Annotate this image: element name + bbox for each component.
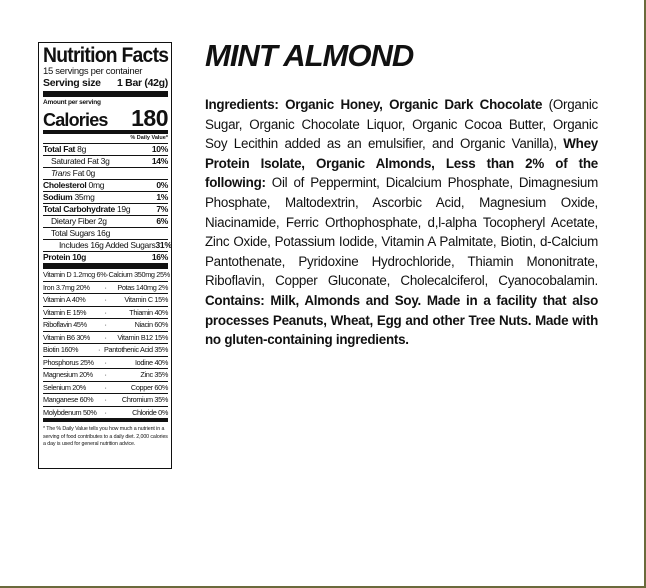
- nutrition-facts-title: Nutrition Facts: [43, 44, 169, 67]
- nutrition-facts-panel: [38, 42, 172, 469]
- nutrient-dv: 1%: [156, 192, 168, 202]
- serving-size-row: [43, 77, 168, 97]
- micronutrient-separator: ·: [104, 320, 107, 329]
- micronutrient-left: Biotin 160%: [43, 345, 79, 354]
- ingredients-part-2: Oil of Peppermint, Dicalcium Phosphate, Dimagnesium Phosphate, Maltodextrin, Ascorbic Acid, Magnesium Oxide, Niacinamide, Ferric Orthophosphate, d,l-alpha Tocopheryl Acetate, Zinc Oxide, Potassium Iodide, Vitamin A Palmitate, Biotin, d-Calcium Pantothenate, Pyridoxine Hydrochloride, Thiamin Mononitrate, Riboflavin, Copper Gluconate, Cholecalciferol, Cyanocobalamin.: [205, 175, 598, 289]
- serving-size-label: Serving size: [43, 77, 101, 89]
- nutrient-dv: 31%: [155, 240, 172, 250]
- micronutrient-right: Pantothenic Acid 35%: [104, 345, 168, 354]
- nutrient-dv: 7%: [156, 204, 168, 214]
- micronutrient-separator: ·: [104, 357, 107, 367]
- micronutrient-right: Vitamin B12 15%: [117, 332, 168, 342]
- nutrient-row-dietary-fiber: [43, 216, 168, 228]
- micronutrient-left: Manganese 60%: [43, 395, 94, 404]
- micronutrient-right: Copper 60%: [130, 382, 168, 392]
- micronutrient-row: [43, 382, 168, 395]
- nutrient-name: Protein: [43, 252, 71, 262]
- micronutrient-row: [43, 269, 168, 282]
- nutrient-amount: 0mg: [88, 180, 105, 190]
- calories-value: 180: [131, 105, 168, 131]
- micronutrient-right: Vitamin C 15%: [124, 295, 168, 304]
- micronutrient-left: Riboflavin 45%: [43, 320, 87, 329]
- micronutrient-right: Niacin 60%: [134, 320, 168, 329]
- nutrient-name: Total Carbohydrate: [43, 204, 115, 214]
- micronutrient-left: Phosphorus 25%: [43, 357, 94, 367]
- micronutrient-separator: ·: [97, 345, 101, 354]
- nutrient-amount: Fat 0g: [72, 168, 95, 178]
- micronutrient-separator: ·: [104, 395, 107, 404]
- micronutrient-left: Selenium 20%: [43, 382, 86, 392]
- micronutrient-right: Thiamin 40%: [129, 307, 168, 317]
- micronutrient-separator: ·: [104, 282, 107, 292]
- nutrient-row-sodium: [43, 192, 168, 204]
- nutrient-amount: 8g: [77, 144, 87, 154]
- micronutrient-row: [43, 357, 168, 370]
- micronutrient-row: [43, 307, 168, 320]
- nutrient-row-saturated-fat: [43, 156, 168, 168]
- nutrient-name: Cholesterol: [43, 180, 87, 190]
- micronutrient-right: Chloride 0%: [132, 407, 168, 417]
- nutrient-dv: 0%: [156, 180, 168, 190]
- serving-size-value: 1 Bar (42g): [117, 77, 168, 89]
- micronutrient-row: [43, 369, 168, 382]
- micronutrient-right: Potas 140mg 2%: [117, 282, 168, 292]
- micronutrient-row: [43, 282, 168, 295]
- micronutrient-row: [43, 344, 168, 357]
- micronutrient-separator: ·: [104, 332, 107, 342]
- micronutrient-separator: ·: [104, 307, 107, 317]
- ingredients-bold-part-2: Whey Protein Isolate, Organic Almonds, Less than 2% of the following:: [205, 136, 598, 191]
- nutrient-name: Saturated Fat: [51, 156, 99, 166]
- micronutrient-right: Chromium 35%: [121, 395, 168, 404]
- nutrient-amount: 2g: [97, 216, 107, 226]
- micronutrient-left: Vitamin D 1.2mcg 6%: [43, 270, 107, 279]
- nutrient-amount: 35mg: [74, 192, 95, 202]
- micronutrient-left: Vitamin E 15%: [43, 307, 87, 317]
- nutrient-row-protein: [43, 252, 168, 269]
- nutrient-dv: 10%: [151, 144, 168, 154]
- micronutrient-right: Zinc 35%: [140, 370, 168, 379]
- micronutrient-row: [43, 294, 168, 307]
- servings-per-container: 15 servings per container: [43, 66, 143, 77]
- micronutrient-left: Vitamin A 40%: [43, 295, 86, 304]
- ingredients-text: [205, 95, 598, 350]
- nutrient-row-trans-fat: [43, 168, 168, 180]
- product-title: MINT ALMOND: [205, 38, 414, 73]
- nutrient-name: Total Sugars: [51, 228, 95, 238]
- nutrient-row-total-carbohydrate: [43, 204, 168, 216]
- nutrient-dv: 14%: [151, 156, 168, 166]
- nutrient-name: Trans: [51, 168, 71, 178]
- nutrient-name: Dietary Fiber: [51, 216, 96, 226]
- micronutrient-separator: ·: [104, 370, 107, 379]
- micronutrient-left: Vitamin B6 30%: [43, 332, 90, 342]
- nutrient-row-total-fat: [43, 144, 168, 156]
- amount-per-serving: Amount per serving: [43, 99, 101, 106]
- micronutrient-row: [43, 394, 168, 407]
- nutrient-row-added-sugars: [43, 240, 172, 252]
- nutrient-name: Total Fat: [43, 144, 76, 154]
- nutrient-amount: 10g: [72, 252, 86, 262]
- micronutrient-right: Calcium 350mg 25%: [108, 270, 170, 279]
- micronutrient-separator: ·: [104, 382, 107, 392]
- micronutrient-row: [43, 407, 168, 423]
- daily-value-header: % Daily Value*: [43, 134, 168, 144]
- micronutrient-left: Magnesium 20%: [43, 370, 93, 379]
- micronutrient-row: [43, 332, 168, 345]
- nutrient-row-total-sugars: [43, 228, 168, 240]
- nutrient-amount: 16g: [96, 228, 111, 238]
- micronutrient-separator: ·: [104, 407, 107, 417]
- ingredients-part-1: (Organic Sugar, Organic Chocolate Liquor, Organic Cocoa Butter, Organic Soy Lecithin added as an emulsifier, and Organic Vanilla),: [205, 97, 598, 152]
- calories-row: [43, 107, 168, 134]
- micronutrient-separator: ·: [104, 295, 107, 304]
- nutrient-amount: 3g: [100, 156, 110, 166]
- micronutrient-row: [43, 319, 168, 332]
- allergen-statement: Contains: Milk, Almonds and Soy. Made in a facility that also processes Peanuts, Wheat, Egg and other Tree Nuts. Made with no gluten-containing ingredients.: [205, 292, 598, 348]
- micronutrient-right: Iodine 40%: [134, 357, 168, 367]
- calories-label: Calories: [43, 110, 108, 130]
- micronutrient-separator: ·: [106, 270, 109, 279]
- nutrient-row-cholesterol: [43, 180, 168, 192]
- nutrient-name: Sodium: [43, 192, 73, 202]
- nutrient-dv: 6%: [156, 216, 168, 226]
- ingredients-label: Ingredients: Organic Honey, Organic Dark Chocolate: [205, 97, 543, 112]
- daily-value-footnote: * The % Daily Value tells you how much a nutrient in a serving of food contributes to a daily diet. 2,000 calories a day is used for general nutrition advice.: [43, 426, 168, 447]
- nutrient-dv: 16%: [151, 252, 168, 262]
- nutrient-name: Includes 16g Added Sugars: [59, 240, 156, 250]
- micronutrient-left: Iron 3.7mg 20%: [43, 282, 90, 292]
- nutrient-amount: 19g: [116, 204, 131, 214]
- micronutrient-list: [43, 269, 168, 422]
- micronutrient-left: Molybdenum 50%: [43, 407, 97, 417]
